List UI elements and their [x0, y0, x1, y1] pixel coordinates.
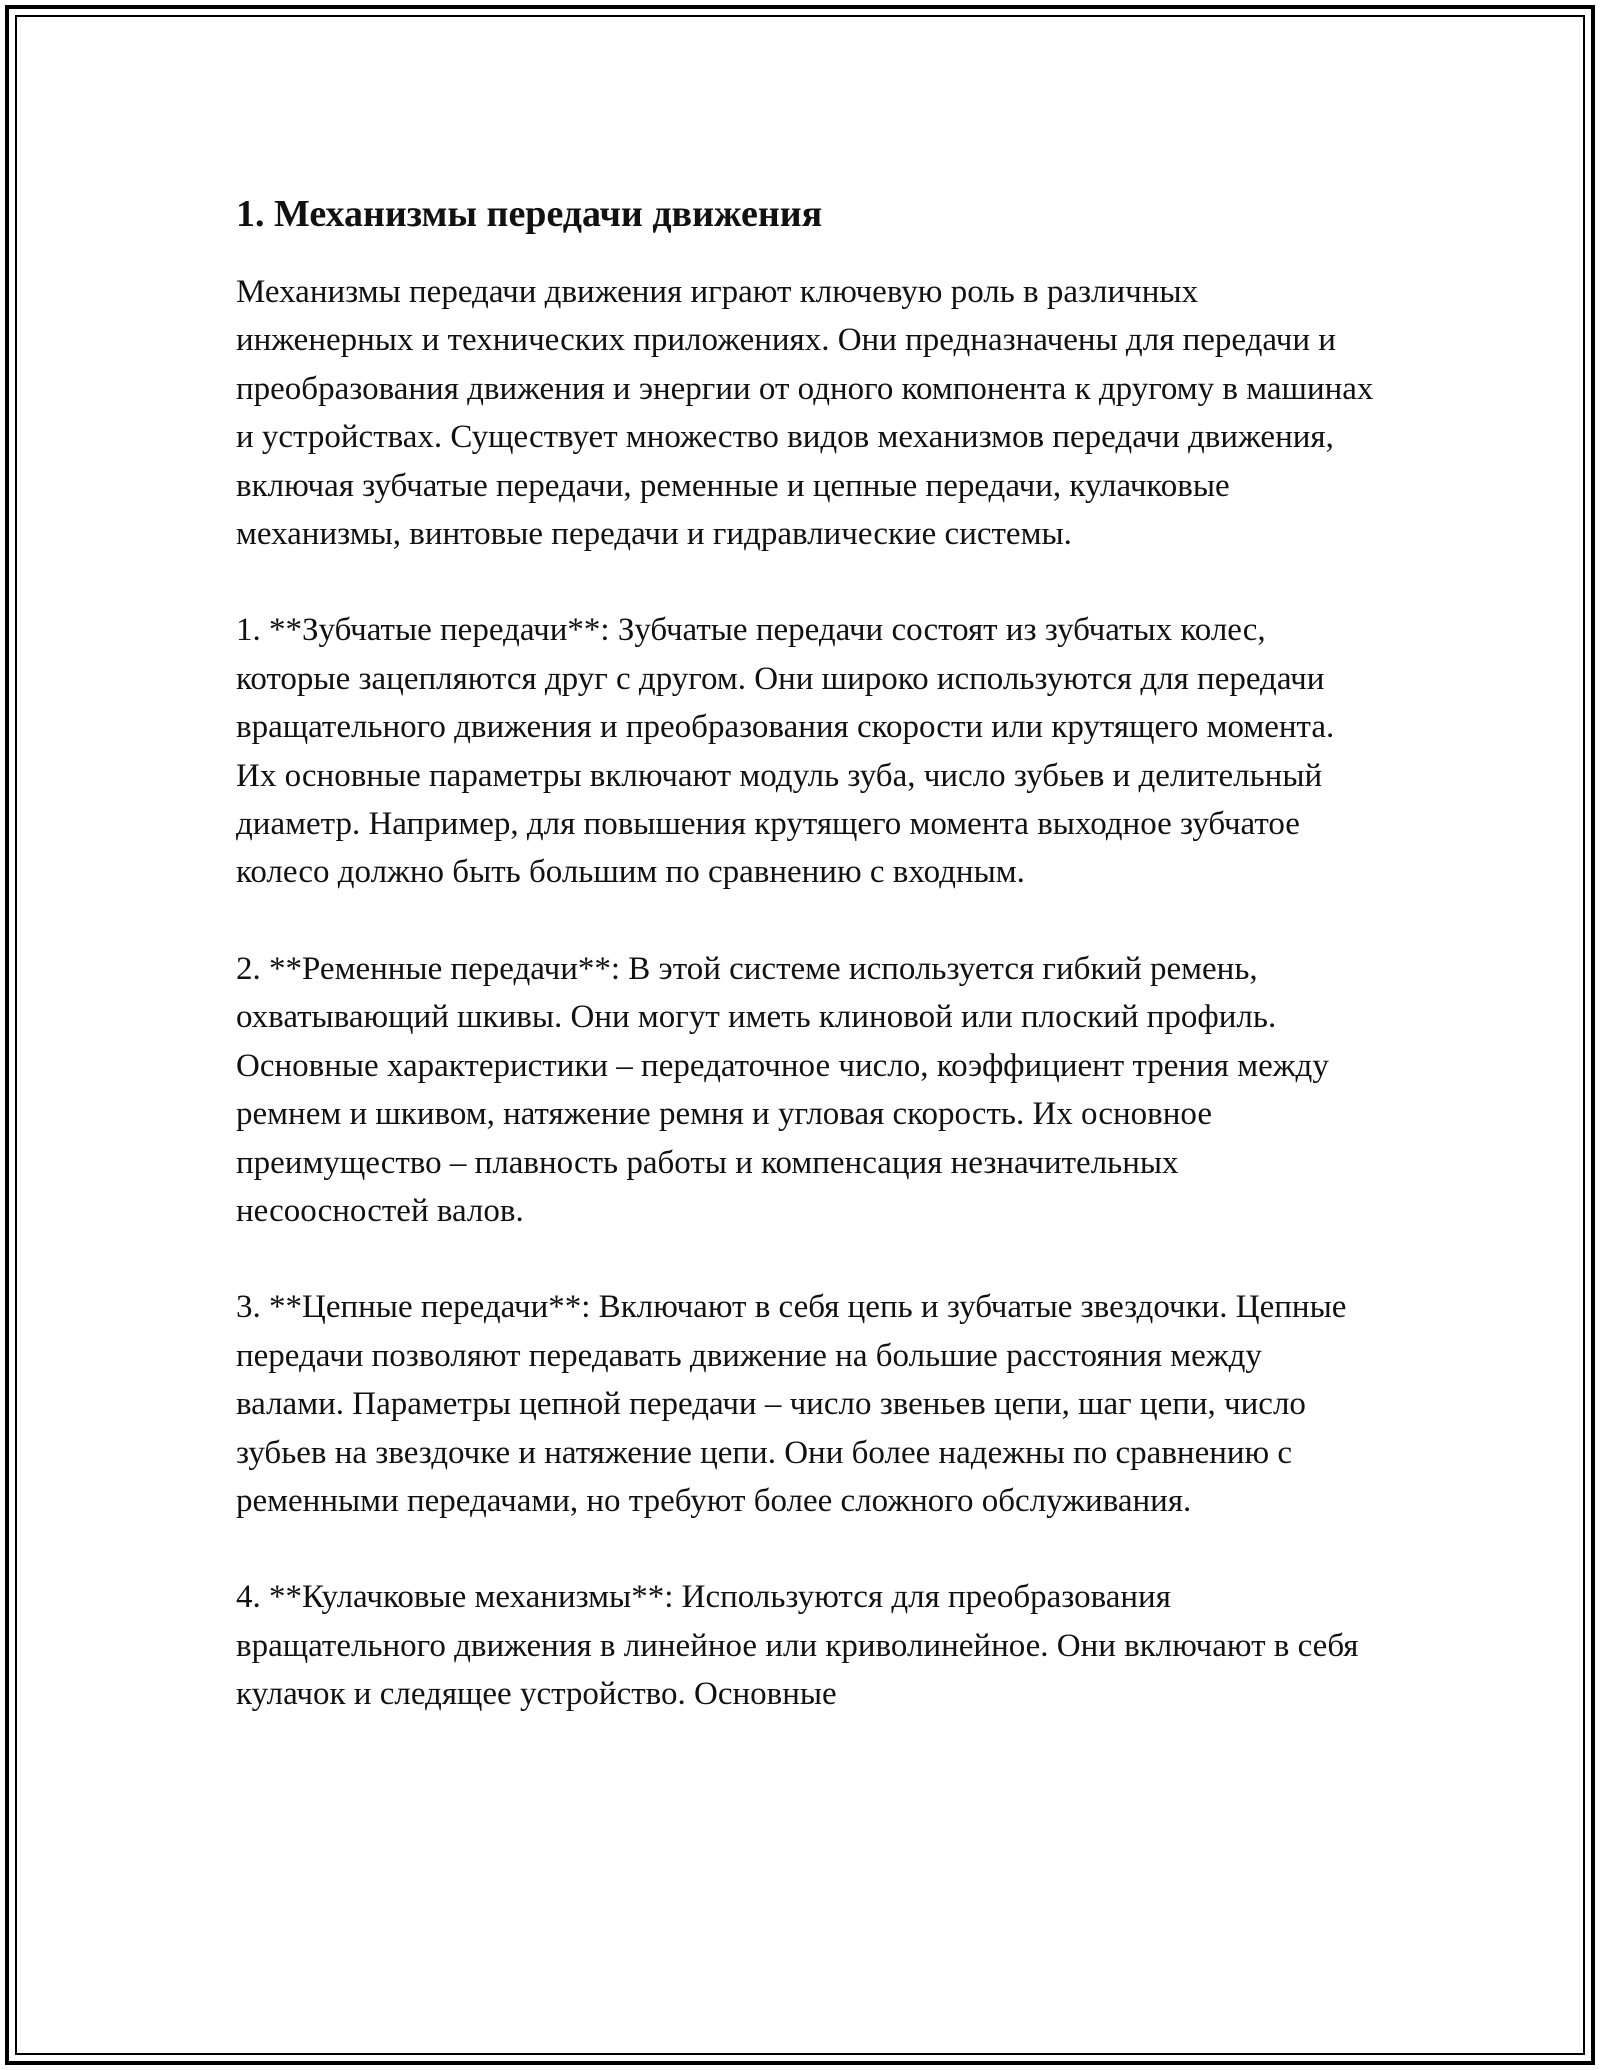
- chain-transmission-paragraph: 3. **Цепные передачи**: Включают в себя цепь и зубчатые звездочки. Цепные передачи позволяют передавать движение на большие расстояния между валами. Параметры цепной передачи – число звеньев цепи, шаг цепи, число зубьев на звездочке и натяжение цепи. Они более надежны по сравнению с ременными передачами, но требуют более сложного обслуживания.: [236, 1289, 1347, 1519]
- intro-paragraph: Механизмы передачи движения играют ключевую роль в различных инженерных и технических приложениях. Они предназначены для передачи и преобразования движения и энергии от одного компонента к другому в машинах и устройствах. Существует множество видов механизмов передачи движения, включая зубчатые передачи, ременные и цепные передачи, кулачковые механизмы, винтовые передачи и гидравлические системы.: [236, 274, 1374, 553]
- gear-transmission-paragraph: 1. **Зубчатые передачи**: Зубчатые передачи состоят из зубчатых колес, которые зацепляются друг с другом. Они широко используются для передачи вращательного движения и преобразования скорости или крутящего момента. Их основные параметры включают модуль зуба, число зубьев и делительный диаметр. Например, для повышения крутящего момента выходное зубчатое колесо должно быть большим по сравнению с входным.: [236, 612, 1335, 891]
- belt-transmission-paragraph: 2. **Ременные передачи**: В этой системе используется гибкий ремень, охватывающий шкивы. Они могут иметь клиновой или плоский профиль. Основные характеристики – передаточное число, коэффициент трения между ремнем и шкивом, натяжение ремня и угловая скорость. Их основное преимущество – плавность работы и компенсация незначительных несоосностей валов.: [236, 950, 1329, 1229]
- document-body: [236, 188, 1376, 1767]
- cam-mechanism-paragraph: 4. **Кулачковые механизмы**: Используются для преобразования вращательного движения в линейное или криволинейное. Они включают в себя кулачок и следящее устройство. Основные: [236, 1579, 1359, 1713]
- section-heading: 1. Механизмы передачи движения: [236, 193, 823, 235]
